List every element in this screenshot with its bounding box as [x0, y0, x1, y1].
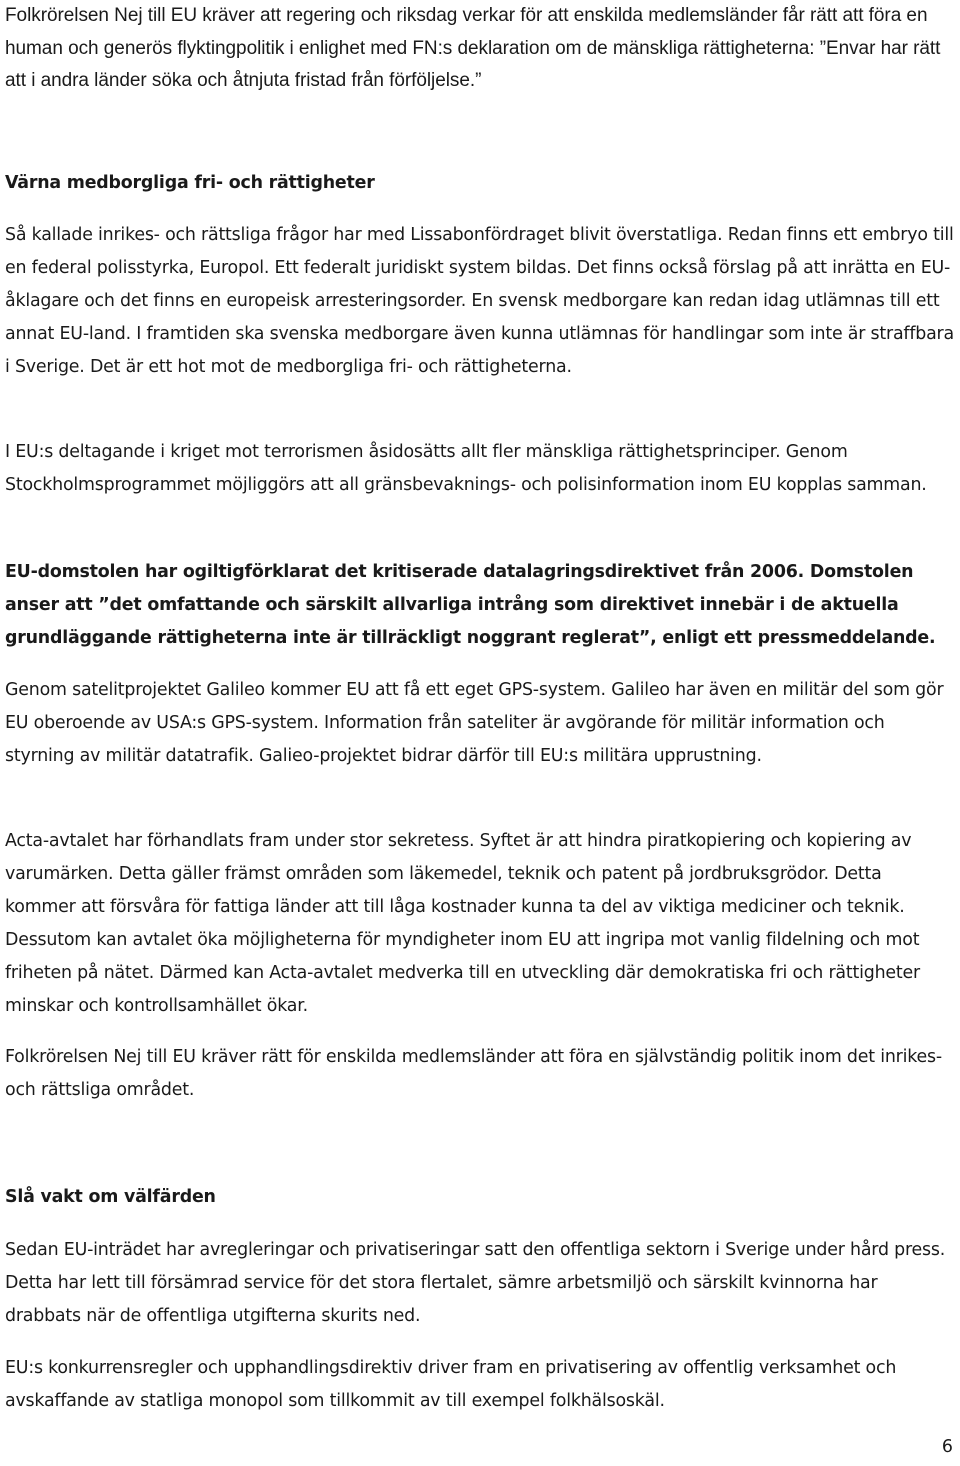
section-heading-welfare: Slå vakt om välfärden: [5, 1187, 216, 1207]
section-heading-civil-rights: Värna medborgliga fri- och rättigheter: [5, 173, 375, 193]
civil-rights-paragraph-3: EU-domstolen har ogiltigförklarat det kritiserade datalagringsdirektivet från 2006. Domstolen anser att ”det omfattande och särskilt allvarliga intrång som direktivet innebär i de aktuella grundläggande rättigheterna inte är tillräckligt noggrant reglerat”, enligt ett pressmeddelande.: [5, 562, 936, 648]
civil-rights-paragraph-4: Genom satelitprojektet Galileo kommer EU att få ett eget GPS-system. Galileo har även en militär del som gör EU oberoende av USA:s GPS-system. Information från sateliter är avgörande för militär information och styrning av militär datatrafik. Galieo-projektet bidrar därför till EU:s militära upprustning.: [5, 680, 944, 766]
intro-paragraph: Folkrörelsen Nej till EU kräver att regering och riksdag verkar för att enskilda medlemsländer får rätt att föra en human och generös flyktingpolitik i enlighet med FN:s deklaration om de mänskliga rättigheterna: ”Envar har rätt att i andra länder söka och åtnjuta fristad från förföljelse.”: [5, 5, 941, 91]
welfare-paragraph-2: EU:s konkurrensregler och upphandlingsdirektiv driver fram en privatisering av offentlig verksamhet och avskaffande av statliga monopol som tillkommit av till exempel folkhälsoskäl.: [5, 1358, 897, 1411]
page-number: 6: [941, 1437, 953, 1457]
civil-rights-paragraph-5: Acta-avtalet har förhandlats fram under stor sekretess. Syftet är att hindra piratkopiering och kopiering av varumärken. Detta gäller främst områden som läkemedel, teknik och patent på jordbruksgrödor. Detta kommer att försvåra för fattiga länder att till låga kostnader kunna ta del av viktiga mediciner och teknik. Dessutom kan avtalet öka möjligheterna för myndigheter inom EU att ingripa mot vanlig fildelning och mot friheten på nätet. Därmed kan Acta-avtalet medverka till en utveckling där demokratiska fri och rättigheter minskar och kontrollsamhället ökar.: [5, 831, 920, 1016]
civil-rights-paragraph-2: I EU:s deltagande i kriget mot terrorismen åsidosätts allt fler mänskliga rättighetsprinciper. Genom Stockholmsprogrammet möjliggörs att all gränsbevaknings- och polisinformation inom EU kopplas samman.: [5, 442, 927, 495]
welfare-paragraph-1: Sedan EU-inträdet har avregleringar och privatiseringar satt den offentliga sektorn i Sverige under hård press. Detta har lett till försämrad service för det stora flertalet, sämre arbetsmiljö och särskilt kvinnorna har drabbats när de offentliga utgifterna skurits ned.: [5, 1240, 946, 1326]
civil-rights-paragraph-6: Folkrörelsen Nej till EU kräver rätt för enskilda medlemsländer att föra en självständig politik inom det inrikes- och rättsliga området.: [5, 1047, 942, 1100]
civil-rights-paragraph-1: Så kallade inrikes- och rättsliga frågor har med Lissabonfördraget blivit överstatliga. Redan finns ett embryo till en federal polisstyrka, Europol. Ett federalt juridiskt system bildas. Det finns också förslag på att inrätta en EU-åklagare och det finns en europeisk arresteringsorder. En svensk medborgare kan redan idag utlämnas till ett annat EU-land. I framtiden ska svenska medborgare även kunna utlämnas för handlingar som inte är straffbara i Sverige. Det är ett hot mot de medborgliga fri- och rättigheterna.: [5, 225, 954, 377]
